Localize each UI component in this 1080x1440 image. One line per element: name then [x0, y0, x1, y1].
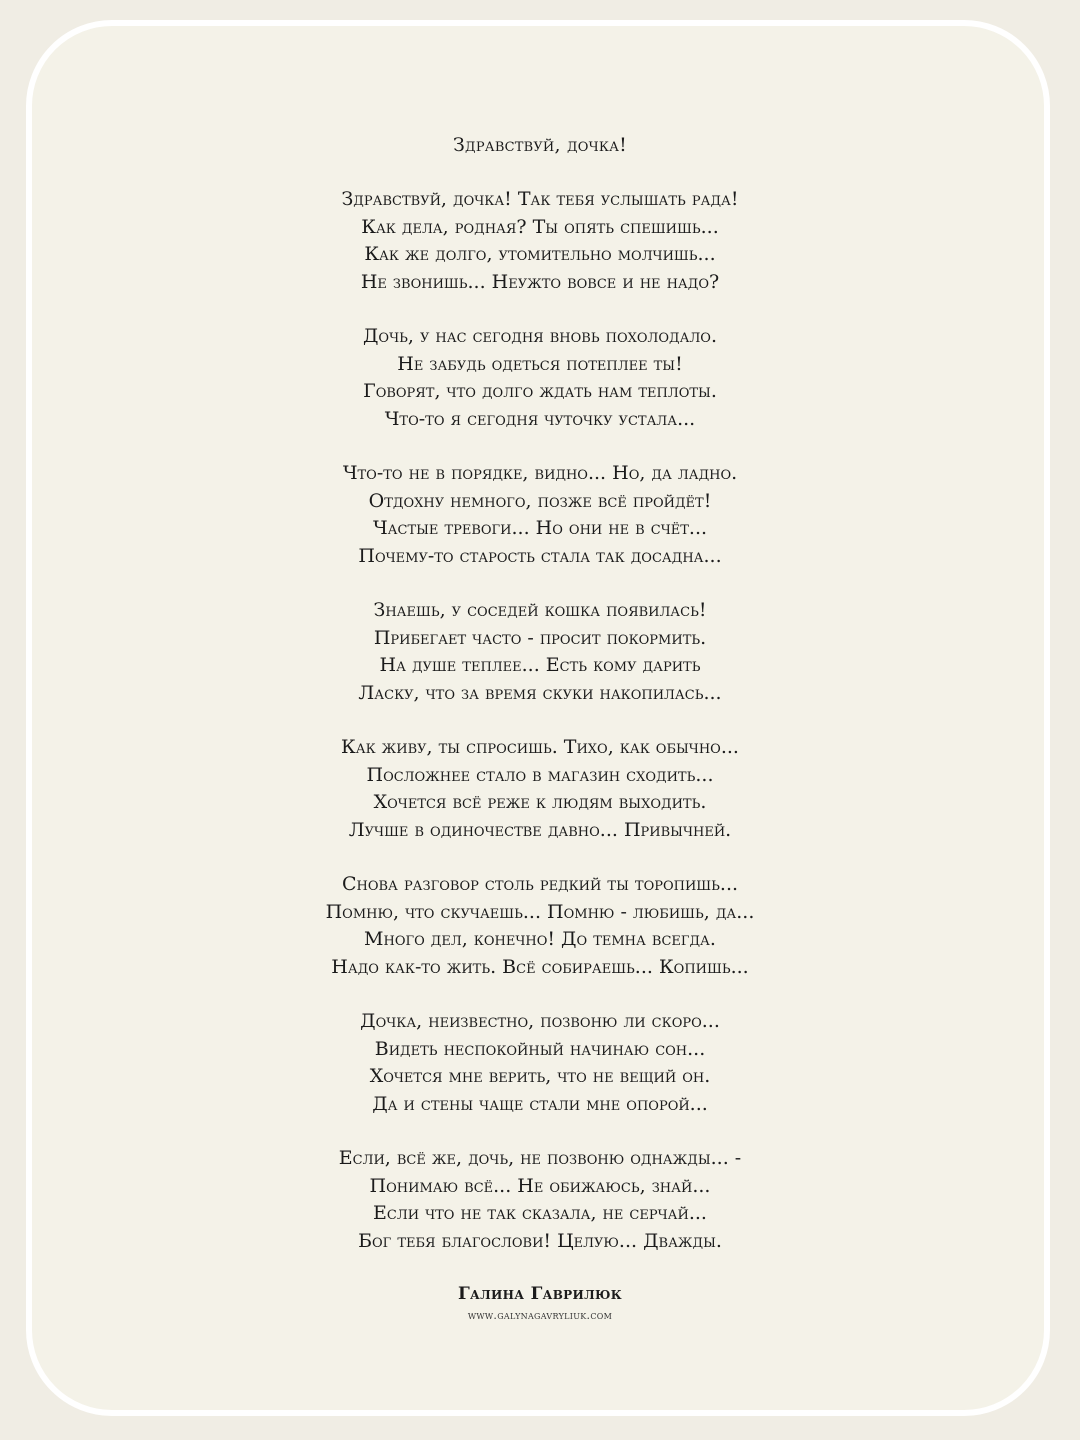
poem-line: Что-то я сегодня чуточку устала...: [384, 407, 696, 430]
stanza: [0, 1008, 1080, 1118]
poem-line: Бог тебя благослови! Целую... Дважды.: [358, 1229, 722, 1252]
poem-line: Частые тревоги... Но они не в счёт...: [372, 517, 708, 539]
poem-line: Не забудь одеться потеплее ты!: [397, 352, 683, 375]
poem-line: Дочка, неизвестно, позвоню ли скоро...: [360, 1010, 720, 1032]
poem-line: Хочется всё реже к людям выходить.: [373, 791, 707, 813]
poem-line: Почему-то старость стала так досадна...: [358, 544, 722, 567]
poem-line: Здравствуй, дочка! Так тебя услышать рада!: [341, 188, 739, 210]
poem-line: Лучше в одиночестве давно... Привычней.: [348, 818, 732, 841]
stanza: [0, 871, 1080, 981]
stanza: [0, 734, 1080, 844]
stanza: [0, 597, 1080, 707]
poem-line: Видеть неспокойный начинаю сон...: [374, 1037, 706, 1060]
poem-line: Если, всё же, дочь, не позвоню однажды... -: [338, 1147, 742, 1169]
poem-line: Знаешь, у соседей кошка появилась!: [373, 599, 707, 621]
poem-line: Помню, что скучаешь... Помню - любишь, да...: [325, 900, 755, 923]
poem-line: Как живу, ты спросишь. Тихо, как обычно...: [341, 736, 739, 758]
poem-line: Если что не так сказала, не серчай...: [373, 1202, 707, 1224]
poem-line: Говорят, что долго ждать нам теплоты.: [363, 380, 717, 402]
poem-line: Хочется мне верить, что не вещий он.: [369, 1065, 711, 1087]
poem-line: Как же долго, утомительно молчишь...: [364, 243, 716, 265]
poem-line: Ласку, что за время скуки накопилась...: [358, 681, 722, 704]
poem-line: Снова разговор столь редкий ты торопишь...: [341, 873, 739, 895]
stanza: [0, 323, 1080, 433]
poem-line: На душе теплее... Есть кому дарить: [379, 654, 701, 676]
poem-line: Дочь, у нас сегодня вновь похолодало.: [362, 325, 717, 347]
poem-line: Понимаю всё... Не обижаюсь, знай...: [369, 1174, 711, 1197]
poem-line: Надо как-то жить. Всё собираешь... Копишь...: [331, 955, 749, 978]
poem-line: Отдохну немного, позже всё пройдёт!: [368, 489, 712, 512]
poem-line: Посложнее стало в магазин сходить...: [366, 763, 714, 786]
poem-line: Да и стены чаще стали мне опорой...: [372, 1092, 708, 1115]
author-name: Галина Гаврилюк: [458, 1284, 622, 1304]
poem-title: Здравствуй, дочка!: [453, 134, 627, 156]
author-website: www.galynagavryliuk.com: [467, 1309, 613, 1322]
stanza: [0, 460, 1080, 570]
stanza: [0, 186, 1080, 296]
poem-line: Что-то не в порядке, видно... Но, да ладно.: [342, 462, 738, 484]
poem-line: Много дел, конечно! До темна всегда.: [364, 928, 716, 950]
poem-line: Прибегает часто - просит покормить.: [373, 626, 707, 649]
poem-line: Не звонишь... Неужто вовсе и не надо?: [360, 270, 720, 293]
stanza: [0, 1145, 1080, 1255]
poem-line: Как дела, родная? Ты опять спешишь...: [361, 215, 719, 238]
